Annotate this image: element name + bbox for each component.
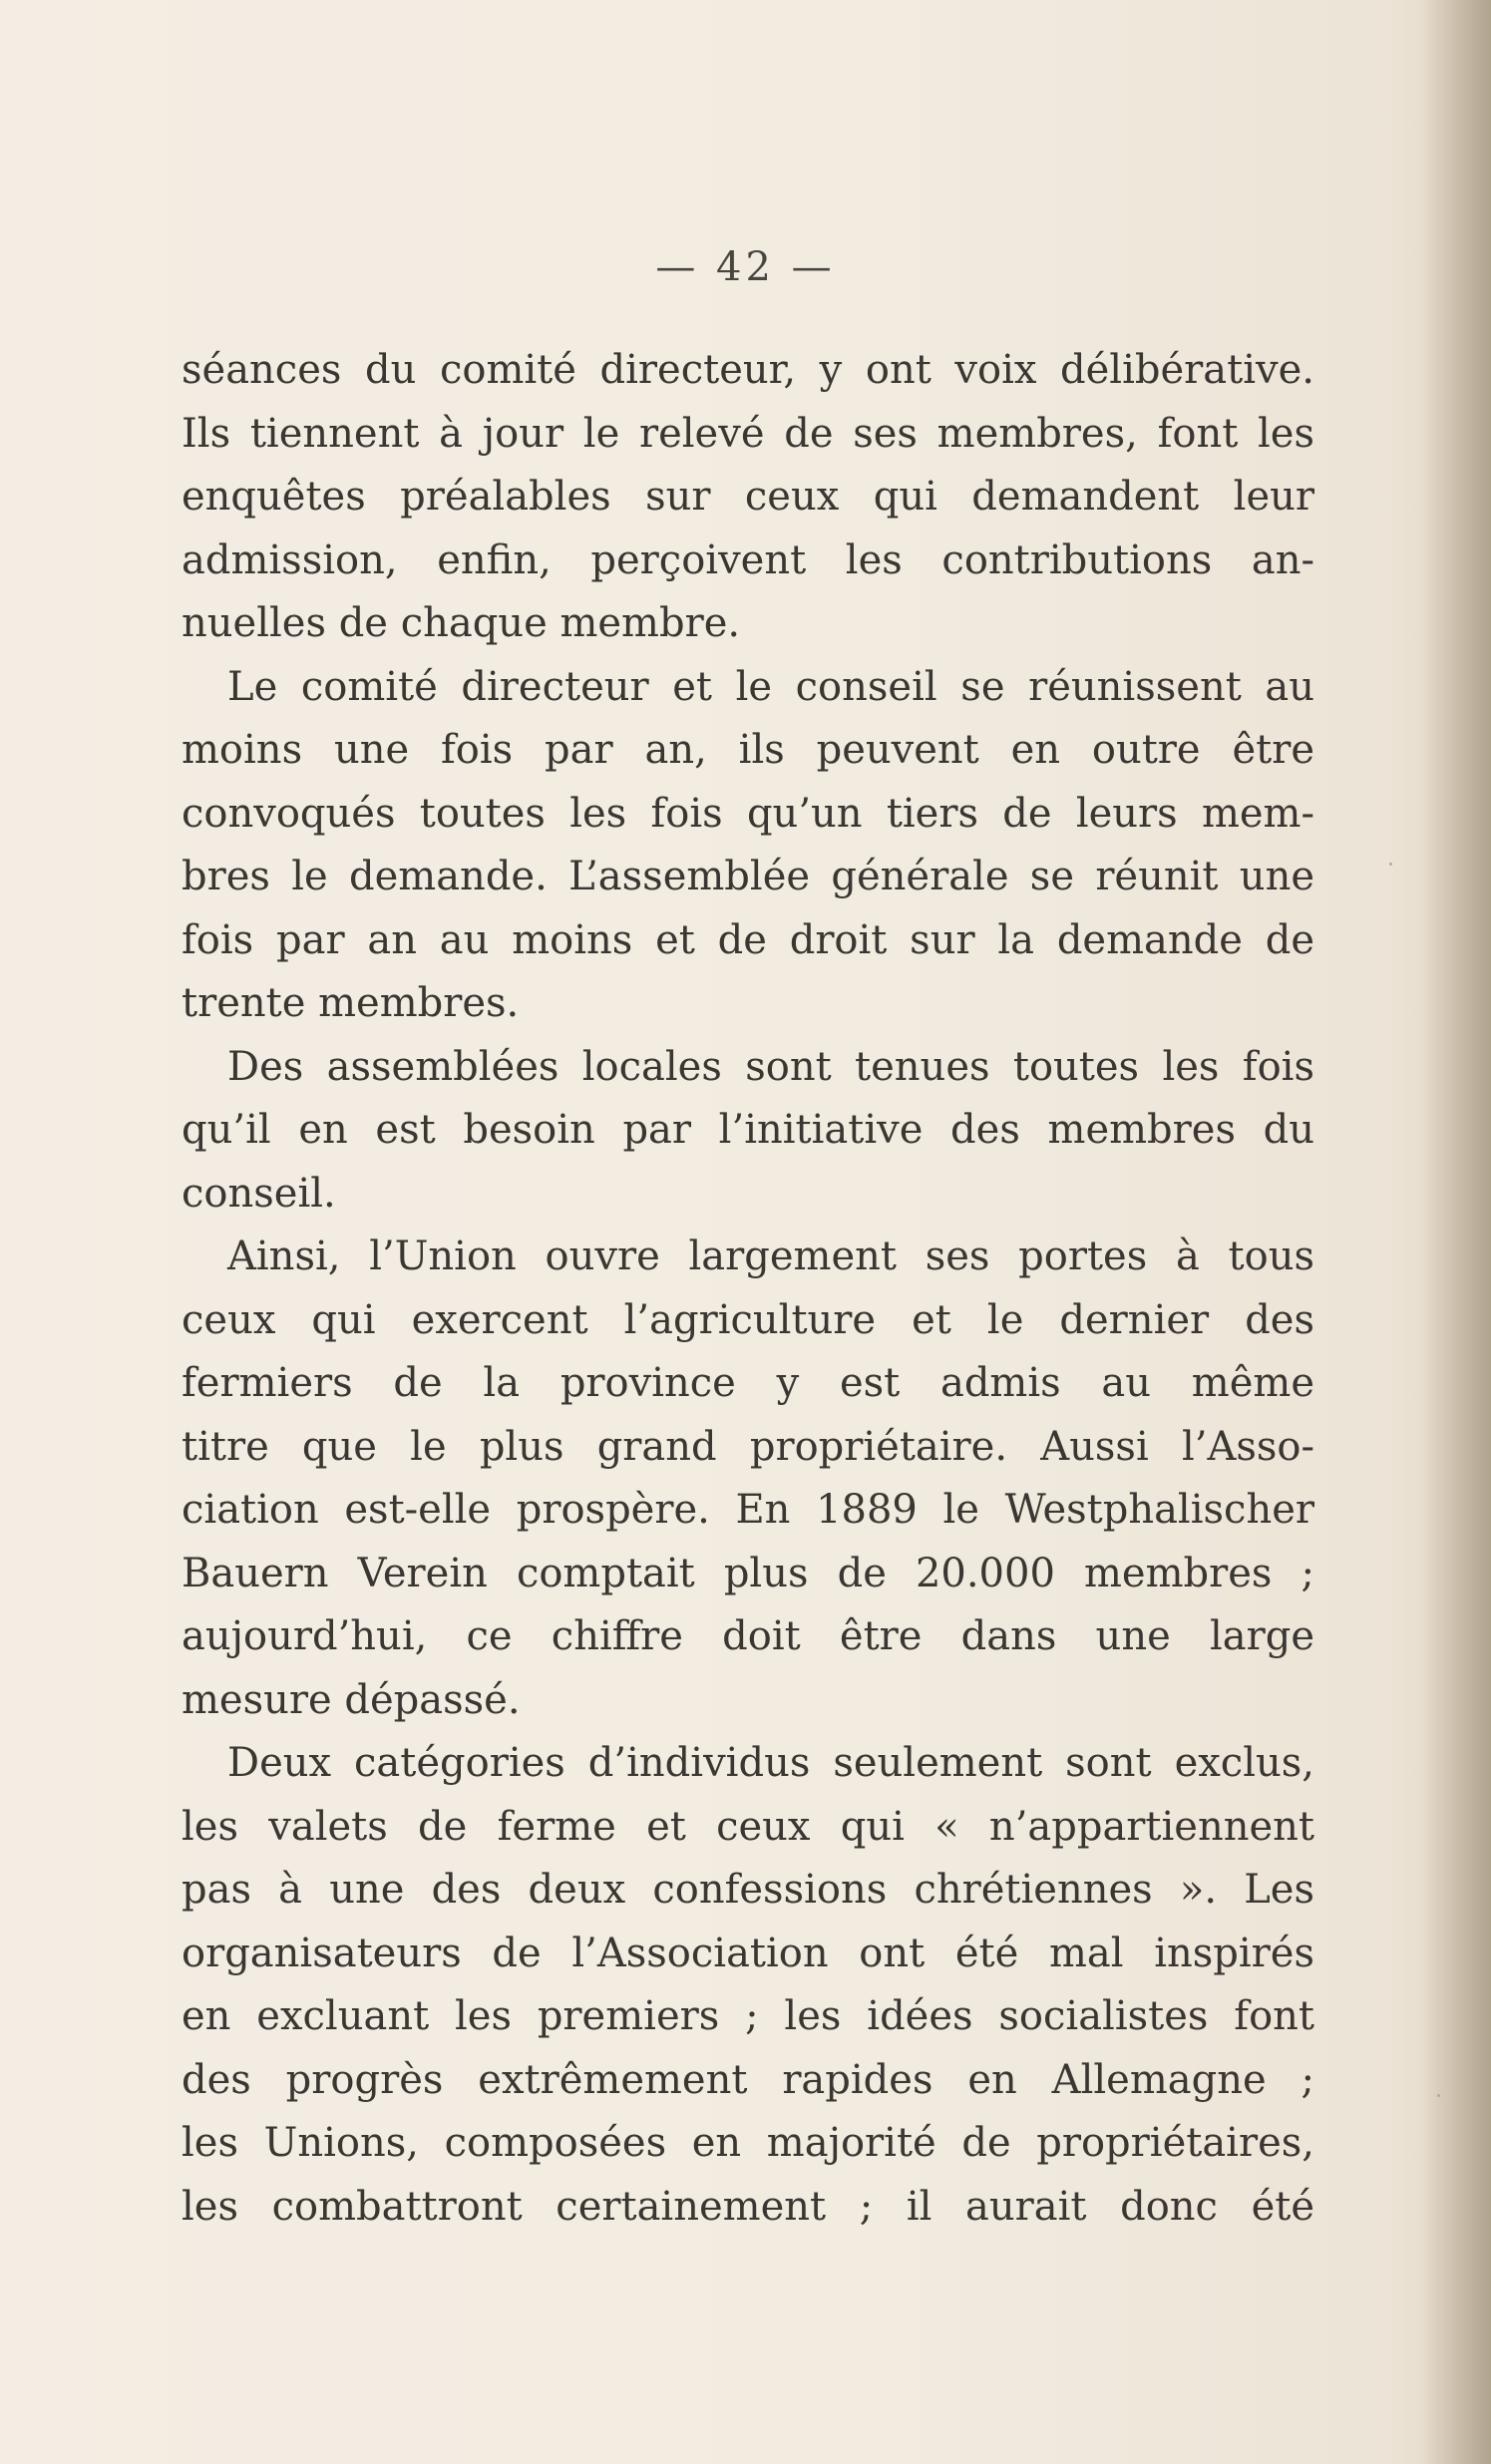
text-line: des progrès extrêmement rapides en Allemagne ;	[182, 2056, 1314, 2103]
text-line: enquêtes préalables sur ceux qui demandent leur	[182, 474, 1314, 520]
text-line: bres le demande. L’assemblée générale se réunit une	[182, 854, 1314, 899]
text-line: en excluant les premiers ; les idées socialistes font	[182, 1993, 1314, 2039]
text-line: ceux qui exercent l’agriculture et le dernier des	[182, 1296, 1314, 1343]
text-line: Ainsi, l’Union ouvre largement ses portes à tous	[227, 1233, 1314, 1279]
text-line: pas à une des deux confessions chrétiennes ». Les	[182, 1867, 1314, 1913]
text-line: Deux catégories d’individus seulement sont exclus,	[227, 1740, 1314, 1786]
text-line: mesure dépassé.	[182, 1676, 521, 1723]
text-line: fermiers de la province y est admis au même	[182, 1360, 1314, 1406]
page-edge-shadow	[1421, 0, 1491, 2464]
text-line: convoqués toutes les fois qu’un tiers de leurs mem-	[182, 790, 1314, 837]
text-line: organisateurs de l’Association ont été mal inspirés	[182, 1930, 1314, 1976]
page-number: — 42 —	[655, 244, 836, 290]
text-line: Le comité directeur et le conseil se réunissent au	[227, 663, 1314, 710]
paper-speck	[1437, 2094, 1440, 2097]
text-line: trente membres.	[182, 980, 520, 1026]
text-line: qu’il en est besoin par l’initiative des membres du	[182, 1107, 1314, 1153]
text-line: Bauern Verein comptait plus de 20.000 membres ;	[182, 1550, 1314, 1596]
text-line: séances du comité directeur, y ont voix délibérative.	[182, 347, 1314, 393]
text-line: conseil.	[182, 1170, 336, 1217]
text-line: moins une fois par an, ils peuvent en outre être	[182, 727, 1314, 773]
text-line: les combattront certainement ; il aurait donc été	[182, 2183, 1314, 2230]
text-line: les valets de ferme et ceux qui « n’appartiennent	[182, 1803, 1314, 1850]
paper-speck	[1389, 863, 1392, 866]
text-line: admission, enfin, perçoivent les contributions an-	[182, 536, 1314, 583]
text-line: nuelles de chaque membre.	[182, 600, 741, 646]
body-text	[182, 339, 1314, 2239]
text-line: fois par an au moins et de droit sur la demande de	[182, 916, 1314, 963]
text-line: titre que le plus grand propriétaire. Aussi l’Asso-	[182, 1423, 1314, 1470]
text-line: aujourd’hui, ce chiffre doit être dans une large	[182, 1613, 1314, 1659]
text-line: ciation est-elle prospère. En 1889 le Westphalischer	[182, 1487, 1314, 1533]
text-line: Ils tiennent à jour le relevé de ses membres, font les	[182, 410, 1314, 457]
text-line: Des assemblées locales sont tenues toutes les fois	[227, 1043, 1314, 1090]
text-line: les Unions, composées en majorité de propriétaires,	[182, 2120, 1314, 2166]
